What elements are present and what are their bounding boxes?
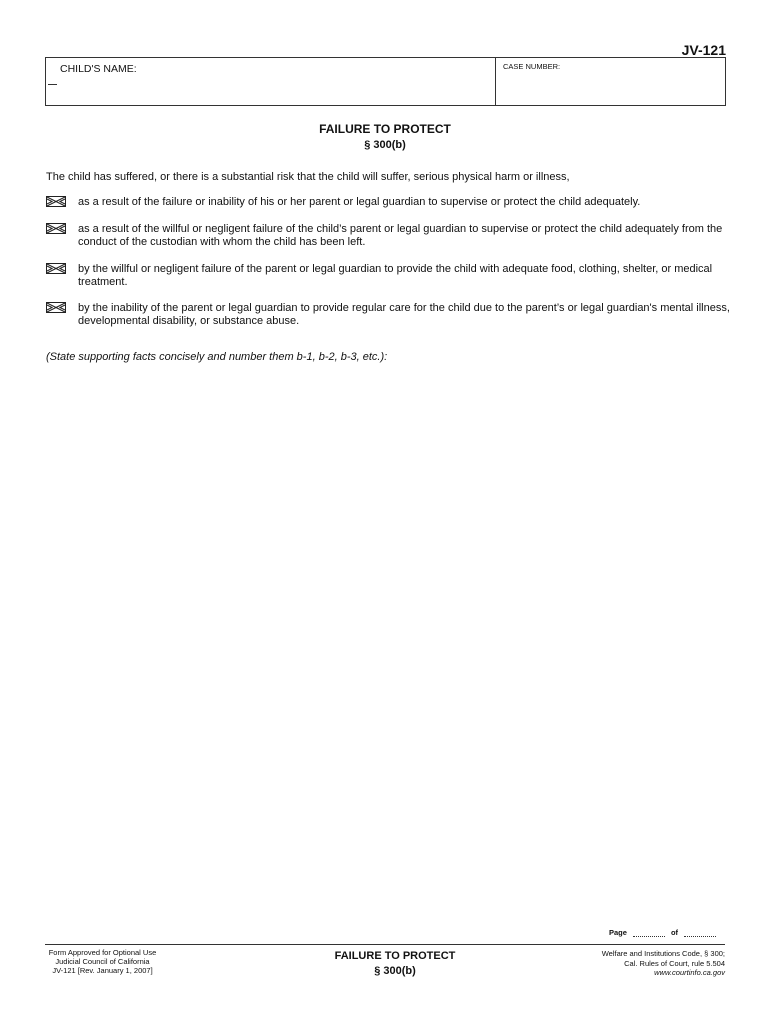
childs-name-label: CHILD'S NAME: xyxy=(60,63,137,75)
page-number-line xyxy=(609,928,722,937)
footer-left-line: Judicial Council of California xyxy=(55,957,150,966)
footer-left-line: Form Approved for Optional Use xyxy=(48,948,157,957)
option-text: by the willful or negligent failure of the parent or legal guardian to provide the child with adequate food, clothing, shelter, or medical treatment. xyxy=(78,263,713,288)
footer-url-link[interactable]: www.courtinfo.ca.gov xyxy=(654,968,725,977)
form-id: JV-121 xyxy=(681,42,726,58)
footer-title-section: § 300(b) xyxy=(374,965,416,977)
of-label: of xyxy=(670,928,679,937)
footer-left-line: JV-121 [Rev. January 1, 2007] xyxy=(52,966,153,975)
footer-citations xyxy=(525,949,725,978)
footer-title-main: FAILURE TO PROTECT xyxy=(334,950,456,962)
option-text: as a result of the willful or negligent failure of the child’s parent or legal guardian to supervise or protect the child adequately from the conduct of the custodian with whom the child has been left. xyxy=(78,223,723,248)
footer-approval xyxy=(45,948,160,975)
page-title xyxy=(0,122,770,151)
title-section: § 300(b) xyxy=(364,139,406,151)
checkbox-checked-icon[interactable] xyxy=(46,223,66,234)
footer-divider xyxy=(45,944,725,945)
case-number-label: CASE NUMBER: xyxy=(503,62,561,71)
page-number-field[interactable] xyxy=(633,936,665,937)
childs-name-dash xyxy=(48,84,57,85)
footer-title xyxy=(300,950,490,977)
footer-right-line: Cal. Rules of Court, rule 5.504 xyxy=(624,958,725,968)
checkbox-checked-icon[interactable] xyxy=(46,263,66,274)
page-total-field[interactable] xyxy=(684,936,716,937)
checkbox-checked-icon[interactable] xyxy=(46,302,66,313)
footer-right-line: Welfare and Institutions Code, § 300; xyxy=(601,949,725,958)
instruction-text: (State supporting facts concisely and number them b-1, b-2, b-3, etc.): xyxy=(46,351,388,363)
caption-box xyxy=(45,57,726,106)
title-main: FAILURE TO PROTECT xyxy=(319,122,451,136)
intro-text: The child has suffered, or there is a substantial risk that the child will suffer, serious physical harm or illness, xyxy=(46,171,570,183)
option-text: as a result of the failure or inability of his or her parent or legal guardian to supervise or protect the child adequately. xyxy=(78,196,641,208)
option-text: by the inability of the parent or legal guardian to provide regular care for the child due to the parent’s or legal guardian's mental illness, developmental disability, or substance abuse. xyxy=(78,302,730,327)
page-label: Page xyxy=(609,928,627,937)
childs-name-field[interactable] xyxy=(46,58,496,105)
checkbox-checked-icon[interactable] xyxy=(46,196,66,207)
